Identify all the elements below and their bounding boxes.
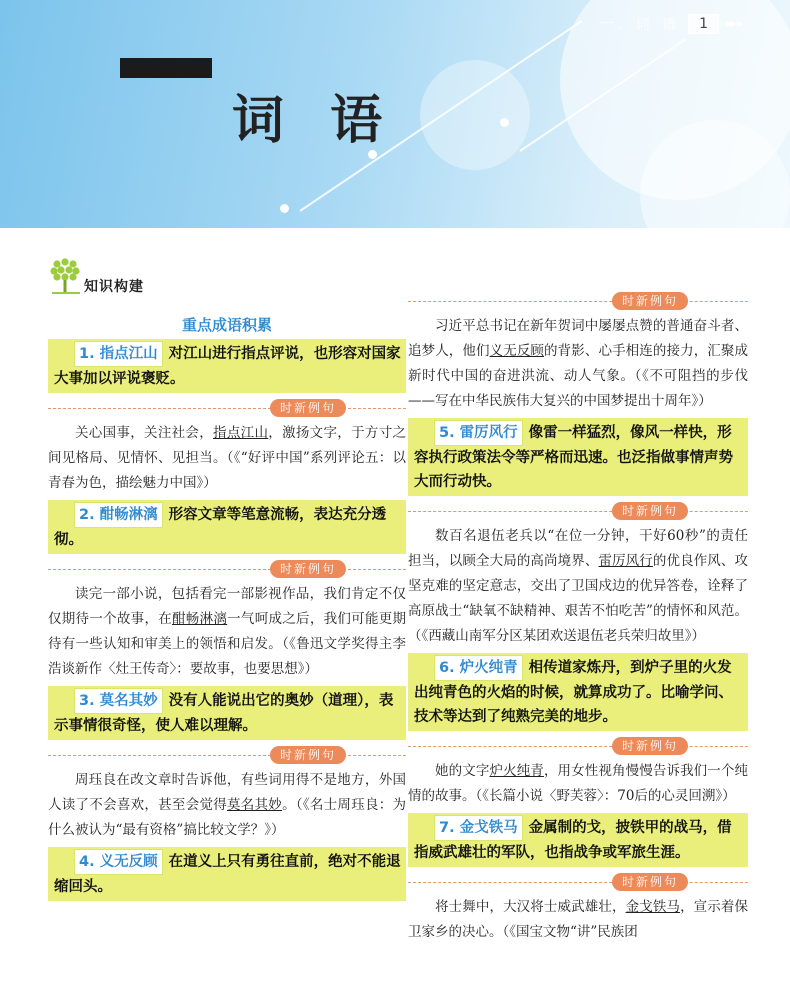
example-sentence: 数百名退伍老兵以“在位一分钟，干好60秒”的责任担当，以顾全大局的高尚境界、雷厉风行的优良作风、攻坚克难的坚定意志，交出了卫国戍边的优异答卷，诠释了高原战士“缺氧不缺精神、艰苦不怕吃苦”的情怀和风范。（《西藏山南军分区某团欢送退伍老兵荣归故里》）: [408, 528, 749, 644]
idiom-entry-2: [48, 500, 406, 554]
example-sentence: 她的文字炉火纯青，用女性视角慢慢告诉我们一个纯情的故事。（《长篇小说〈野芙蓉〉：70后的心灵回溯》）: [408, 763, 749, 804]
example-sentence: 读完一部小说，包括看完一部影视作品，我们肯定不仅仅期待一个故事，在酣畅淋漓一气呵成之后，我们可能更期待有一些认知和审美上的领悟和启发。（《鲁迅文学奖得主李浩谈新作〈灶王传奇〉：要故事，也要思想》）: [48, 586, 407, 677]
idiom-entry-4: [48, 847, 406, 901]
idiom-term: 3. 莫名其妙: [74, 688, 163, 714]
section-subtitle: 重点成语积累: [181, 316, 272, 334]
example-label: 时新例句: [270, 560, 346, 578]
idiom-definition: 在道义上只有勇往直前，绝对不能退缩回头。: [54, 854, 401, 895]
idiom-entry-1: [48, 339, 406, 393]
decor-dot: [500, 118, 509, 127]
idiom-term: 4. 义无反顾: [74, 849, 163, 875]
left-column: [48, 310, 406, 905]
idiom-definition: 对江山进行指点评说，也形容对国家大事加以评说褒贬。: [54, 346, 401, 387]
idiom-definition: 像雷一样猛烈，像风一样快，形容执行政策法令等严格而迅速。也泛指做事情声势大而行动快。: [414, 425, 733, 490]
example-tag: [408, 737, 748, 755]
page-number: 1: [688, 14, 719, 34]
section-heading: 知识构建: [84, 279, 144, 295]
example-label: 时新例句: [270, 399, 346, 417]
idiom-entry-5: [408, 418, 748, 496]
decor-dot: [280, 204, 289, 213]
example-tag: [48, 399, 406, 417]
example-tag: [48, 746, 406, 764]
example-tag: [408, 502, 748, 520]
idiom-definition: 相传道家炼丹，到炉子里的火发出纯青色的火焰的时候，就算成功了。比喻学问、技术等达到了纯熟完美的地步。: [414, 660, 733, 725]
example-sentence: 将士舞中，大汉将士威武雄壮，金戈铁马，宣示着保卫家乡的决心。（《国宝文物“讲”民族团: [408, 899, 749, 940]
idiom-term: 6. 炉火纯青: [434, 655, 523, 681]
idiom-term: 5. 雷厉风行: [434, 420, 523, 446]
example-label: 时新例句: [612, 737, 688, 755]
example-label: 时新例句: [612, 502, 688, 520]
idiom-entry-7: [408, 813, 748, 867]
chapter-number-glyph: [120, 58, 212, 78]
idiom-definition: 没有人能说出它的奥妙（道理），表示事情很奇怪，使人难以理解。: [54, 693, 394, 734]
example-label: 时新例句: [612, 873, 688, 891]
idiom-definition: 形容文章等笔意流畅，表达充分透彻。: [54, 507, 387, 548]
example-label: 时新例句: [612, 292, 688, 310]
idiom-entry-6: [408, 653, 748, 731]
header-bars-icon: [725, 22, 742, 26]
tree-icon: [48, 256, 82, 296]
example-sentence: 关心国事，关注社会，指点江山，激扬文字，于方寸之间见格局、见情怀、见担当。（《“好评中国”系列评论五：以青春为色，描绘魅力中国》）: [48, 425, 407, 491]
example-label: 时新例句: [270, 746, 346, 764]
right-column: [408, 286, 748, 945]
example-tag: [408, 873, 748, 891]
chapter-title: 词 语: [232, 91, 397, 151]
running-header-text: 一、词 语: [599, 17, 681, 33]
example-sentence: 习近平总书记在新年贺词中屡屡点赞的普通奋斗者、追梦人，他们义无反顾的背影、心手相连的接力，汇聚成新时代中国的奋进洪流、动人气象。（《不可阻挡的步伐——写在中华民族伟大复兴的中国梦提出十周年》）: [408, 318, 749, 409]
example-tag: [48, 560, 406, 578]
chapter-banner: [0, 0, 790, 228]
idiom-entry-3: [48, 686, 406, 740]
idiom-term: 1. 指点江山: [74, 341, 163, 367]
example-tag: [408, 292, 748, 310]
example-sentence: 周珏良在改文章时告诉他，有些词用得不是地方，外国人读了不会喜欢，甚至会觉得莫名其妙。（《名士周珏良：为什么被认为“最有资格”搞比较文学？》）: [48, 772, 407, 838]
idiom-term: 7. 金戈铁马: [434, 815, 523, 841]
idiom-term: 2. 酣畅淋漓: [74, 502, 163, 528]
idiom-definition: 金属制的戈，披铁甲的战马，借指威武雄壮的军队，也指战争或军旅生涯。: [414, 820, 732, 861]
running-header: [600, 14, 742, 34]
decor-circle: [420, 60, 530, 170]
